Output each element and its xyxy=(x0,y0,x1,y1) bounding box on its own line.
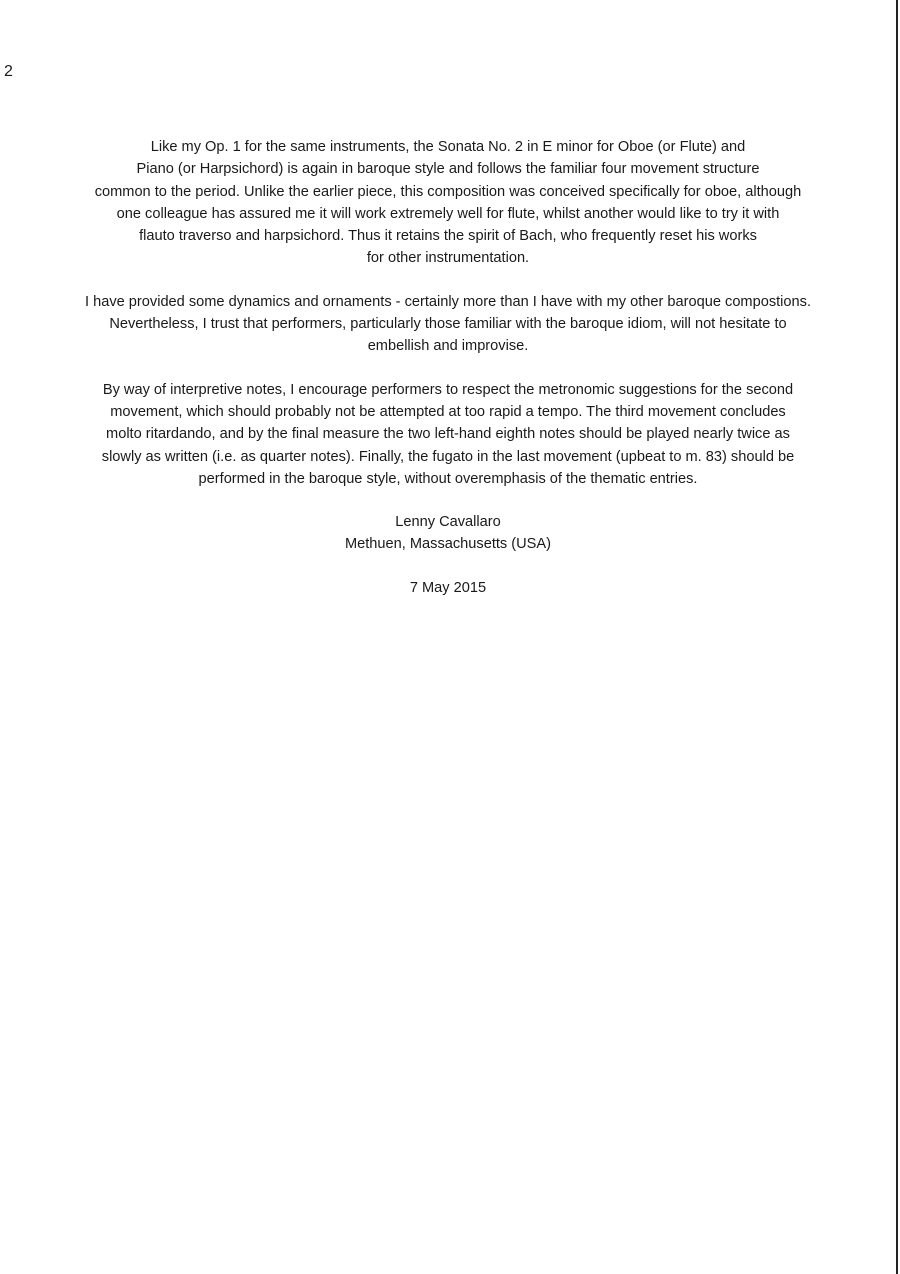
signature-block xyxy=(18,511,878,599)
text-line: for other instrumentation. xyxy=(366,250,530,267)
author-name: Lenny Cavallaro xyxy=(395,514,501,531)
author-location: Methuen, Massachusetts (USA) xyxy=(344,536,551,553)
text-line: embellish and improvise. xyxy=(367,338,529,355)
text-line: movement, which should probably not be attempted at too rapid a tempo. The third movement concludes xyxy=(110,403,786,420)
text-line: Nevertheless, I trust that performers, particularly those familiar with the baroque idiom, will not hesitate to xyxy=(109,316,787,333)
page-number: 2 xyxy=(4,63,13,80)
notes-paragraph-2 xyxy=(18,291,878,358)
text-line: molto ritardando, and by the final measure the two left-hand eighth notes should be played nearly twice as xyxy=(106,426,790,443)
notes-paragraph-1 xyxy=(18,136,878,270)
text-line: common to the period. Unlike the earlier piece, this composition was conceived specifically for oboe, although xyxy=(94,183,802,200)
text-line: performed in the baroque style, without overemphasis of the thematic entries. xyxy=(198,470,698,487)
notes-paragraph-3 xyxy=(18,379,878,490)
signature-date: 7 May 2015 xyxy=(409,579,487,596)
program-notes xyxy=(18,136,878,599)
text-line: Like my Op. 1 for the same instruments, the Sonata No. 2 in E minor for Oboe (or Flute) and xyxy=(150,139,746,155)
text-line: slowly as written (i.e. as quarter notes). Finally, the fugato in the last movement (upbeat to m. 83) should be xyxy=(101,448,795,465)
text-line: one colleague has assured me it will work extremely well for flute, whilst another would like to try it with xyxy=(116,205,780,222)
text-line: I have provided some dynamics and ornaments - certainly more than I have with my other baroque compostions. xyxy=(85,293,811,310)
text-line: By way of interpretive notes, I encourage performers to respect the metronomic suggestions for the second xyxy=(102,381,794,398)
text-line: Piano (or Harpsichord) is again in baroque style and follows the familiar four movement structure xyxy=(136,161,760,178)
text-line: flauto traverso and harpsichord. Thus it retains the spirit of Bach, who frequently reset his works xyxy=(139,228,757,245)
